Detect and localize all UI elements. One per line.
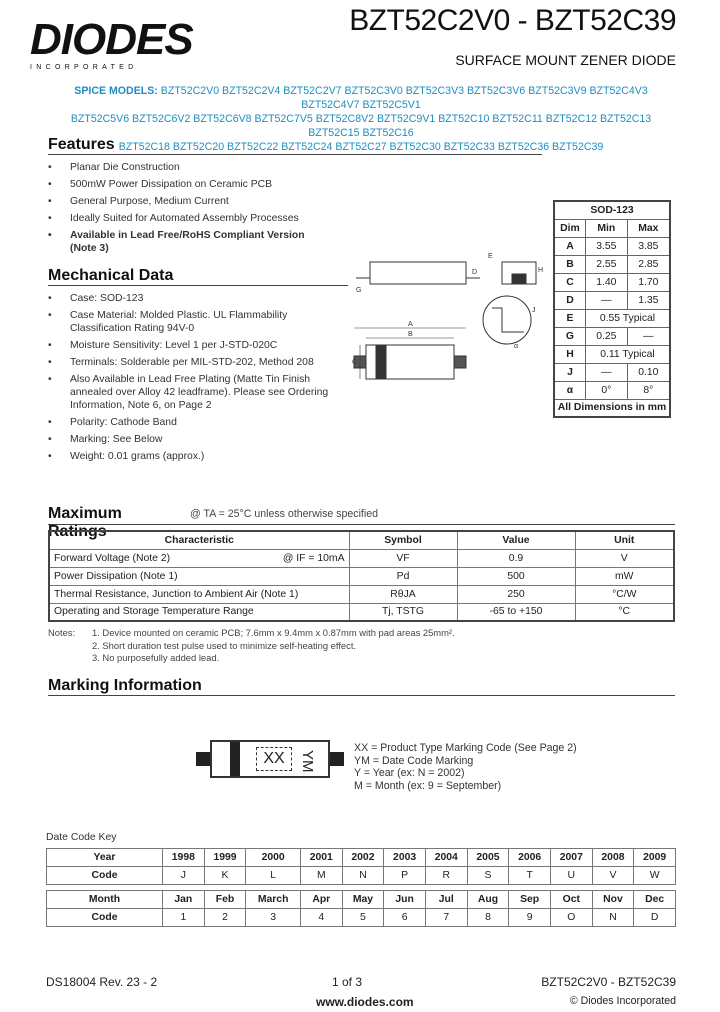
logo-subtext: INCORPORATED: [30, 64, 138, 71]
mechanical-heading: Mechanical Data: [48, 267, 348, 286]
dim-label-g: G: [356, 287, 362, 294]
table-row: A 3.55 3.85: [554, 237, 670, 255]
table-header: Symbol: [349, 531, 457, 549]
dim-label-c: C: [352, 359, 358, 366]
list-item: • Also Available in Lead Free Plating (Matte Tin Finish annealed over Alloy 42 leadframe). Please see Ordering Information, Note 6, on Page 2: [48, 373, 340, 412]
table-row: Thermal Resistance, Junction to Ambient Air (Note 1) RθJA 250 °C/W: [49, 585, 674, 603]
list-item: • Ideally Suited for Automated Assembly Processes: [48, 212, 348, 225]
detail-circle: [483, 296, 531, 344]
cathode-band: [376, 345, 386, 379]
spice-label: SPICE MODELS:: [74, 85, 158, 97]
lead-right: [454, 356, 466, 368]
marking-legend: [354, 742, 577, 792]
table-row: Month Jan Feb March Apr May Jun Jul Aug Sep Oct Nov Dec: [47, 891, 676, 909]
marking-heading: Marking Information: [48, 677, 675, 696]
note-item: 2. Short duration test pulse used to minimize self-heating effect.: [92, 639, 357, 651]
cathode-band: [230, 742, 240, 776]
table-header: Value: [457, 531, 575, 549]
ratings-table: [48, 530, 675, 622]
marking-code-ym: YM: [299, 750, 316, 773]
date-code-table: [46, 848, 676, 927]
table-row: H 0.11 Typical: [554, 345, 670, 363]
dim-label-alpha: α: [514, 343, 519, 350]
table-header: Unit: [575, 531, 674, 549]
note-item: 3. No purposefully added lead.: [92, 652, 220, 663]
list-item: • Case Material: Molded Plastic. UL Flammability Classification Rating 94V-0: [48, 309, 340, 335]
footer-part: BZT52C2V0 - BZT52C39: [541, 975, 676, 989]
dim-label-j: J: [532, 307, 536, 314]
table-header: Characteristic: [49, 531, 349, 549]
dim-label-h: H: [538, 267, 544, 274]
list-item: • Polarity: Cathode Band: [48, 416, 340, 429]
side-view-body: [370, 262, 466, 284]
dim-label-e: E: [488, 253, 493, 260]
spice-line-3[interactable]: BZT52C18 BZT52C20 BZT52C22 BZT52C24 BZT52C27 BZT52C30 BZT52C33 BZT52C36 BZT52C39: [118, 141, 604, 153]
end-view-lead: [512, 274, 526, 284]
footer-url[interactable]: www.diodes.com: [316, 995, 414, 1009]
list-item: • Marking: See Below: [48, 433, 340, 446]
table-row: Forward Voltage (Note 2) @ IF = 10mA VF 0.9 V: [49, 549, 674, 567]
table-row: Operating and Storage Temperature Range Tj, TSTG -65 to +150 °C: [49, 603, 674, 621]
spice-line-1[interactable]: BZT52C2V0 BZT52C2V4 BZT52C2V7 BZT52C3V0 BZT52C3V3 BZT52C3V6 BZT52C3V9 BZT52C4V3 BZT52C4V7 BZT52C5V1: [160, 85, 648, 111]
spice-line-2[interactable]: BZT52C5V6 BZT52C6V2 BZT52C6V8 BZT52C7V5 BZT52C8V2 BZT52C9V1 BZT52C10 BZT52C11 BZT52C12 BZT52C13 BZT52C15 BZT52C16: [70, 113, 652, 139]
notes: [48, 627, 455, 663]
table-row: Code J K L M N P R S T U V W: [47, 867, 676, 885]
list-item: • Case: SOD-123: [48, 292, 340, 305]
logo-text: DIODES: [30, 15, 193, 64]
legend-line: Y = Year (ex: N = 2002): [354, 767, 465, 779]
table-row: E 0.55 Typical: [554, 309, 670, 327]
list-item: • Terminals: Solderable per MIL-STD-202, Method 208: [48, 356, 340, 369]
dim-label-d: D: [472, 269, 478, 276]
legend-line: XX = Product Type Marking Code (See Page 2): [354, 742, 577, 754]
part-subtitle: SURFACE MOUNT ZENER DIODE: [455, 52, 676, 68]
list-item: • Moisture Sensitivity: Level 1 per J-STD-020C: [48, 339, 340, 352]
ratings-condition: @ TA = 25°C unless otherwise specified: [190, 508, 379, 520]
company-logo: [30, 15, 220, 72]
list-item: • General Purpose, Medium Current: [48, 195, 348, 208]
marking-code-xx: XX: [256, 747, 292, 771]
dim-label-a: A: [408, 321, 413, 328]
table-row: D — 1.35: [554, 291, 670, 309]
footer-copyright: © Diodes Incorporated: [569, 995, 676, 1007]
list-item: • Weight: 0.01 grams (approx.): [48, 450, 340, 463]
notes-label: Notes:: [48, 627, 76, 638]
package-name: SOD-123: [554, 201, 670, 219]
ratings-divider: [48, 524, 675, 525]
legend-line: YM = Date Code Marking: [354, 754, 474, 767]
table-header: Max: [627, 219, 670, 237]
marking-package-body: [210, 740, 330, 778]
table-row: Code 1 2 3 4 5 6 7 8 9 O N D: [47, 909, 676, 927]
dimensions-table: [553, 200, 671, 418]
ratings-heading: Maximum Ratings: [48, 505, 122, 540]
table-header: Dim: [554, 219, 585, 237]
features-heading: Features: [48, 136, 542, 155]
footer-doc-id: DS18004 Rev. 23 - 2: [46, 975, 158, 989]
list-item: • 500mW Power Dissipation on Ceramic PCB: [48, 178, 348, 191]
mechanical-list: [48, 292, 340, 467]
features-list: [48, 161, 348, 259]
table-header: Min: [585, 219, 627, 237]
part-title: BZT52C2V0 - BZT52C39: [349, 4, 676, 37]
dimensions-footer: All Dimensions in mm: [554, 399, 670, 417]
table-row: C 1.40 1.70: [554, 273, 670, 291]
legend-line: M = Month (ex: 9 = September): [354, 779, 502, 792]
note-item: 1. Device mounted on ceramic PCB; 7.6mm x 9.4mm x 0.87mm with pad areas 25mm².: [92, 627, 455, 638]
package-outline-drawing: [352, 250, 548, 420]
list-item: • Available in Lead Free/RoHS Compliant Version (Note 3): [48, 229, 318, 255]
table-row: J — 0.10: [554, 363, 670, 381]
dim-label-b: B: [408, 331, 413, 338]
date-code-title: Date Code Key: [46, 832, 117, 843]
marking-lead-left: [196, 752, 210, 766]
table-row: G 0.25 —: [554, 327, 670, 345]
table-row: Power Dissipation (Note 1) Pd 500 mW: [49, 567, 674, 585]
detail-lead-profile: [492, 308, 524, 332]
footer-page: 1 of 3: [332, 975, 363, 989]
table-row: B 2.55 2.85: [554, 255, 670, 273]
list-item: • Planar Die Construction: [48, 161, 348, 174]
marking-lead-right: [330, 752, 344, 766]
table-row: α 0° 8°: [554, 381, 670, 399]
table-row: Year 1998 1999 2000 2001 2002 2003 2004 2005 2006 2007 2008 2009: [47, 849, 676, 867]
